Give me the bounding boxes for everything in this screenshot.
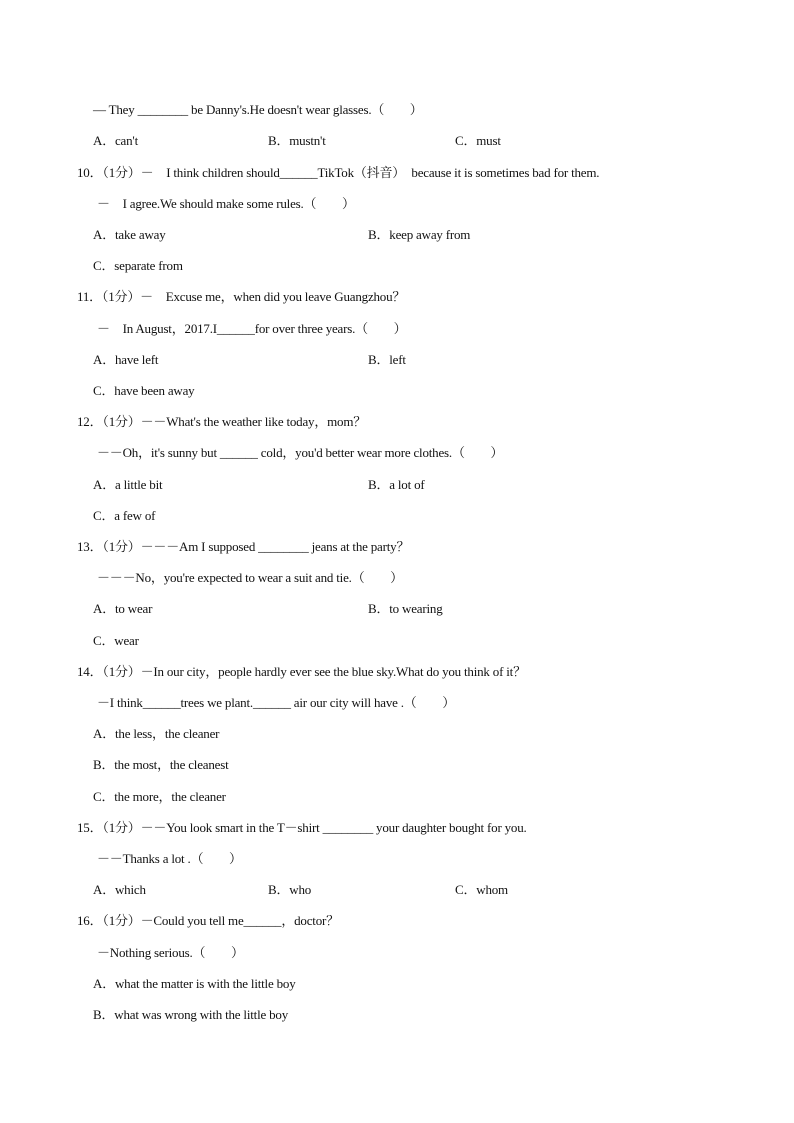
question-11-stem: 11．（1分）－ Excuse me，when did you leave Guangzhou？ [77,289,406,304]
q11-option-a[interactable]: A．have left [93,352,159,367]
q11-option-b[interactable]: B．left [368,352,406,367]
q11-option-c[interactable]: C．have been away [93,383,195,398]
q15-option-b[interactable]: B．who [268,882,312,897]
q12-option-b[interactable]: B．a lot of [368,477,425,492]
question-15-stem: 15．（1分）－－You look smart in the T－shirt ________ your daughter bought for you. [77,820,527,835]
question-9-stem: — They ________ be Danny's.He doesn't wear glasses.（ ） [93,102,423,117]
question-12-reply: －－Oh，it's sunny but ______ cold，you'd better wear more clothes.（ ） [97,445,504,460]
question-16-stem: 16．（1分）－Could you tell me______，doctor？ [77,913,339,928]
question-13-stem: 13．（1分）－－－Am I supposed ________ jeans at the party？ [77,539,410,554]
question-14-reply: －I think______trees we plant.______ air our city will have .（ ） [97,695,455,710]
q13-option-c[interactable]: C．wear [93,633,139,648]
question-13-reply: －－－No，you're expected to wear a suit and tie.（ ） [97,570,403,585]
question-15-reply: －－Thanks a lot .（ ） [97,851,242,866]
q9-option-a[interactable]: A．can't [93,133,138,148]
q12-option-c[interactable]: C．a few of [93,508,156,523]
q14-option-b[interactable]: B．the most，the cleanest [93,757,229,772]
question-10-reply: － I agree.We should make some rules.（ ） [97,196,355,211]
q14-option-c[interactable]: C．the more，the cleaner [93,789,226,804]
q16-option-a[interactable]: A．what the matter is with the little boy [93,976,296,991]
q16-option-b[interactable]: B．what was wrong with the little boy [93,1007,288,1022]
q14-option-a[interactable]: A．the less，the cleaner [93,726,220,741]
question-12-stem: 12．（1分）－－What's the weather like today，mom？ [77,414,367,429]
q15-option-a[interactable]: A．which [93,882,146,897]
question-16-reply: －Nothing serious.（ ） [97,945,244,960]
q12-option-a[interactable]: A．a little bit [93,477,163,492]
q13-option-a[interactable]: A．to wear [93,601,153,616]
question-11-reply: － In August，2017.I______for over three years.（ ） [97,321,407,336]
q9-option-c[interactable]: C．must [455,133,501,148]
q10-option-b[interactable]: B．keep away from [368,227,471,242]
q13-option-b[interactable]: B．to wearing [368,601,443,616]
question-14-stem: 14．（1分）－In our city，people hardly ever see the blue sky.What do you think of it？ [77,664,526,679]
question-10-stem: 10．（1分）－ I think children should______TikTok（抖音） because it is sometimes bad for them. [77,165,600,180]
q15-option-c[interactable]: C．whom [455,882,508,897]
q10-option-a[interactable]: A．take away [93,227,166,242]
q10-option-c[interactable]: C．separate from [93,258,183,273]
q9-option-b[interactable]: B．mustn't [268,133,326,148]
